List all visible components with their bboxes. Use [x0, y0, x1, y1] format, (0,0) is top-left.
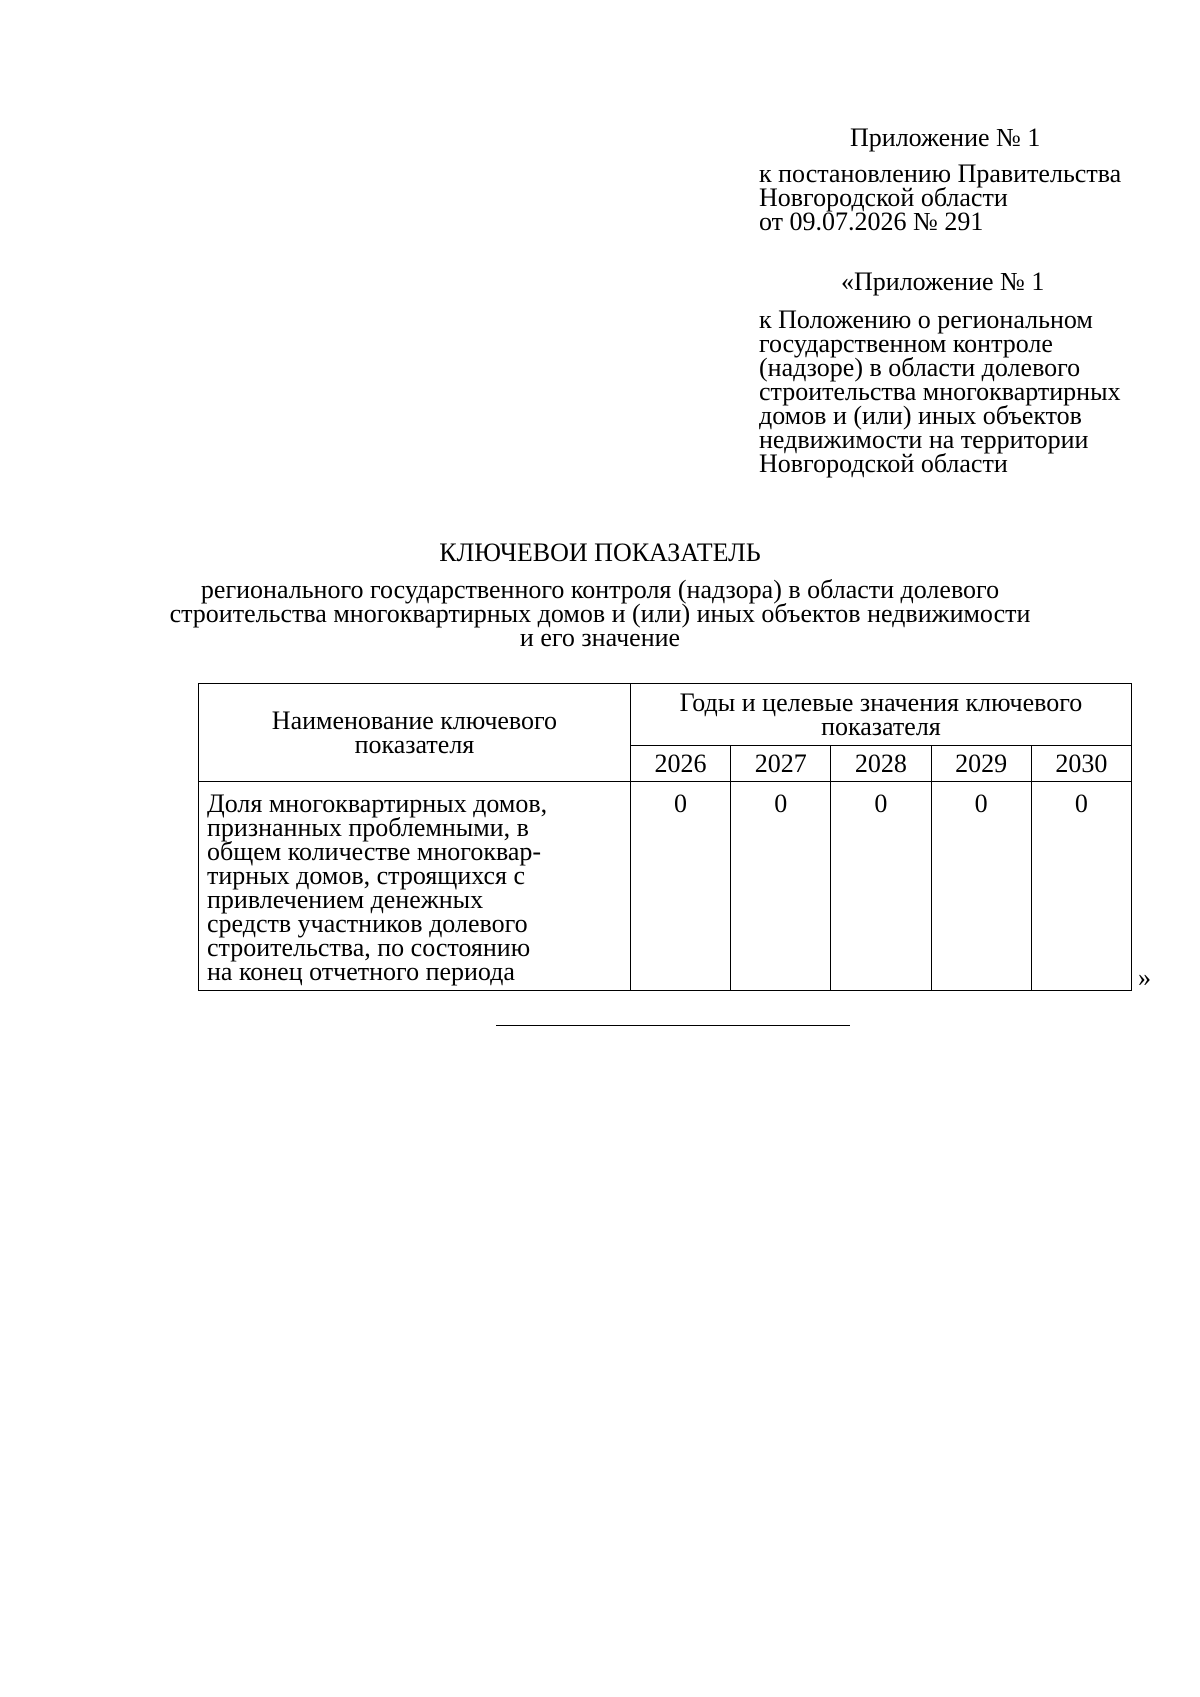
- closing-quote: »: [1138, 963, 1151, 992]
- indicator-name-line: строительства, по состоянию: [207, 933, 531, 962]
- quoted-appendix-reference: [759, 305, 1121, 478]
- subtitle-line: регионального государственного контроля (надзора) в области долевого: [200, 575, 1000, 604]
- table-header-row: [199, 684, 1132, 746]
- quoted-appendix-title: «Приложение № 1: [841, 267, 1045, 296]
- indicator-name-line: на конец отчетного периода: [207, 957, 515, 986]
- document-subtitle: [150, 575, 1050, 652]
- target-value-cell: 0: [831, 782, 931, 991]
- quoted-appendix-line: к Положению о региональном: [759, 305, 1093, 334]
- table-row: [199, 782, 1132, 991]
- indicator-name-header: Наименование ключевого показателя: [199, 684, 631, 782]
- quoted-appendix-line: Новгородской области: [759, 449, 1008, 478]
- appendix-reference: [759, 159, 1122, 236]
- end-rule-divider: [496, 1025, 850, 1026]
- target-value-cell: 0: [931, 782, 1031, 991]
- target-value-cell: 0: [1031, 782, 1131, 991]
- indicator-name-line: признанных проблемными, в: [207, 813, 529, 842]
- indicator-name-line: общем количестве многоквар-: [207, 837, 542, 866]
- subtitle-line: строительства многоквартирных домов и (или) иных объектов недвижимости: [169, 599, 1031, 628]
- year-header: 2030: [1031, 746, 1131, 782]
- subtitle-line: и его значение: [519, 623, 681, 652]
- key-indicator-table: [198, 683, 1132, 991]
- indicator-name-line: тирных домов, строящихся с: [207, 861, 526, 890]
- quoted-appendix-line: (надзоре) в области долевого: [759, 353, 1081, 382]
- years-header: Годы и целевые значения ключевого показателя: [630, 684, 1131, 746]
- appendix-line: к постановлению Правительства: [759, 159, 1122, 188]
- appendix-title: Приложение № 1: [850, 123, 1041, 152]
- quoted-appendix-line: строительства многоквартирных: [759, 377, 1121, 406]
- appendix-line: Новгородской области: [759, 183, 1008, 212]
- year-header: 2028: [831, 746, 931, 782]
- document-title: КЛЮЧЕВОИ ПОКАЗАТЕЛЬ: [439, 538, 761, 567]
- appendix-line: от 09.07.2026 № 291: [759, 207, 984, 236]
- quoted-appendix-line: государственном контроле: [759, 329, 1053, 358]
- indicator-name-line: Доля многоквартирных домов,: [207, 789, 548, 818]
- year-header: 2027: [731, 746, 831, 782]
- target-value-cell: 0: [630, 782, 730, 991]
- year-header: 2029: [931, 746, 1031, 782]
- target-value-cell: 0: [731, 782, 831, 991]
- indicator-name-line: средств участников долевого: [207, 909, 528, 938]
- quoted-appendix-line: домов и (или) иных объектов: [759, 401, 1082, 430]
- quoted-appendix-line: недвижимости на территории: [759, 425, 1089, 454]
- indicator-name-cell: [199, 782, 631, 991]
- year-header: 2026: [630, 746, 730, 782]
- indicator-name-line: привлечением денежных: [207, 885, 484, 914]
